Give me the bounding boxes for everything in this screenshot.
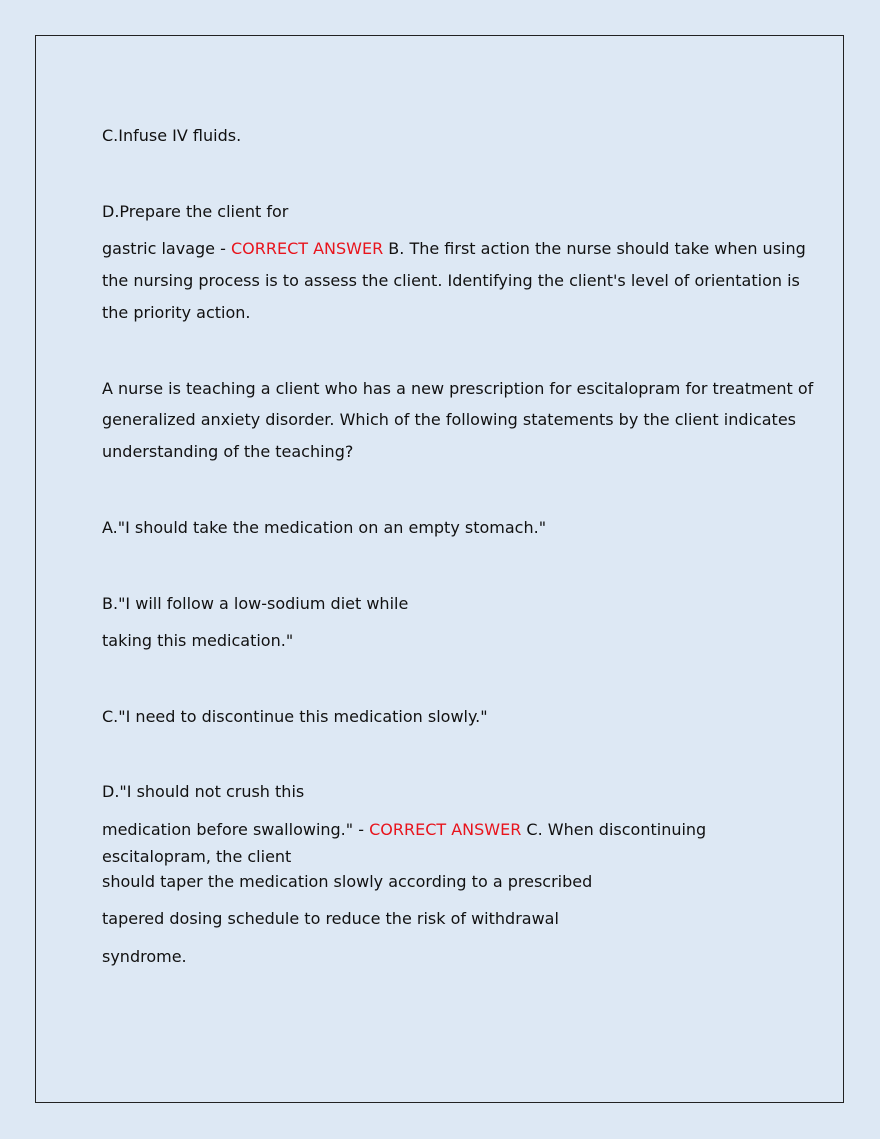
page-border — [35, 35, 844, 1103]
explanation-line: should taper the medication slowly according to a prescribed — [102, 872, 593, 891]
option-d-continued: medication before swallowing." - — [102, 820, 370, 839]
prev-explanation-line: the priority action. — [102, 303, 251, 322]
prev-explanation-line: the nursing process is to assess the client. Identifying the client's level of orientation is — [102, 271, 800, 290]
answer-line — [102, 820, 706, 840]
prev-explanation: B. The first action the nurse should take when using — [383, 239, 806, 258]
explanation: C. When discontinuing — [521, 820, 707, 839]
explanation-line: syndrome. — [102, 947, 187, 966]
correct-answer-label: CORRECT ANSWER — [369, 820, 522, 839]
question-stem: generalized anxiety disorder. Which of the following statements by the client indicates — [102, 410, 796, 429]
question-stem: A nurse is teaching a client who has a new prescription for escitalopram for treatment of — [102, 379, 814, 398]
correct-answer-label: CORRECT ANSWER — [230, 239, 384, 258]
option-d: D."I should not crush this — [102, 782, 305, 801]
prev-option-c: C.Infuse IV fluids. — [102, 126, 242, 145]
option-a: A."I should take the medication on an empty stomach." — [102, 518, 547, 537]
explanation-line: escitalopram, the client — [102, 847, 292, 866]
option-c: C."I need to discontinue this medication slowly." — [102, 707, 488, 726]
explanation-line: tapered dosing schedule to reduce the risk of withdrawal — [102, 909, 559, 928]
option-b-continued: taking this medication." — [102, 631, 294, 650]
prev-option-d-continued: gastric lavage - — [102, 239, 231, 258]
question-stem: understanding of the teaching? — [102, 442, 354, 461]
prev-answer-line — [102, 239, 806, 259]
option-b: B."I will follow a low-sodium diet while — [102, 594, 409, 613]
prev-option-d: D.Prepare the client for — [102, 202, 289, 221]
